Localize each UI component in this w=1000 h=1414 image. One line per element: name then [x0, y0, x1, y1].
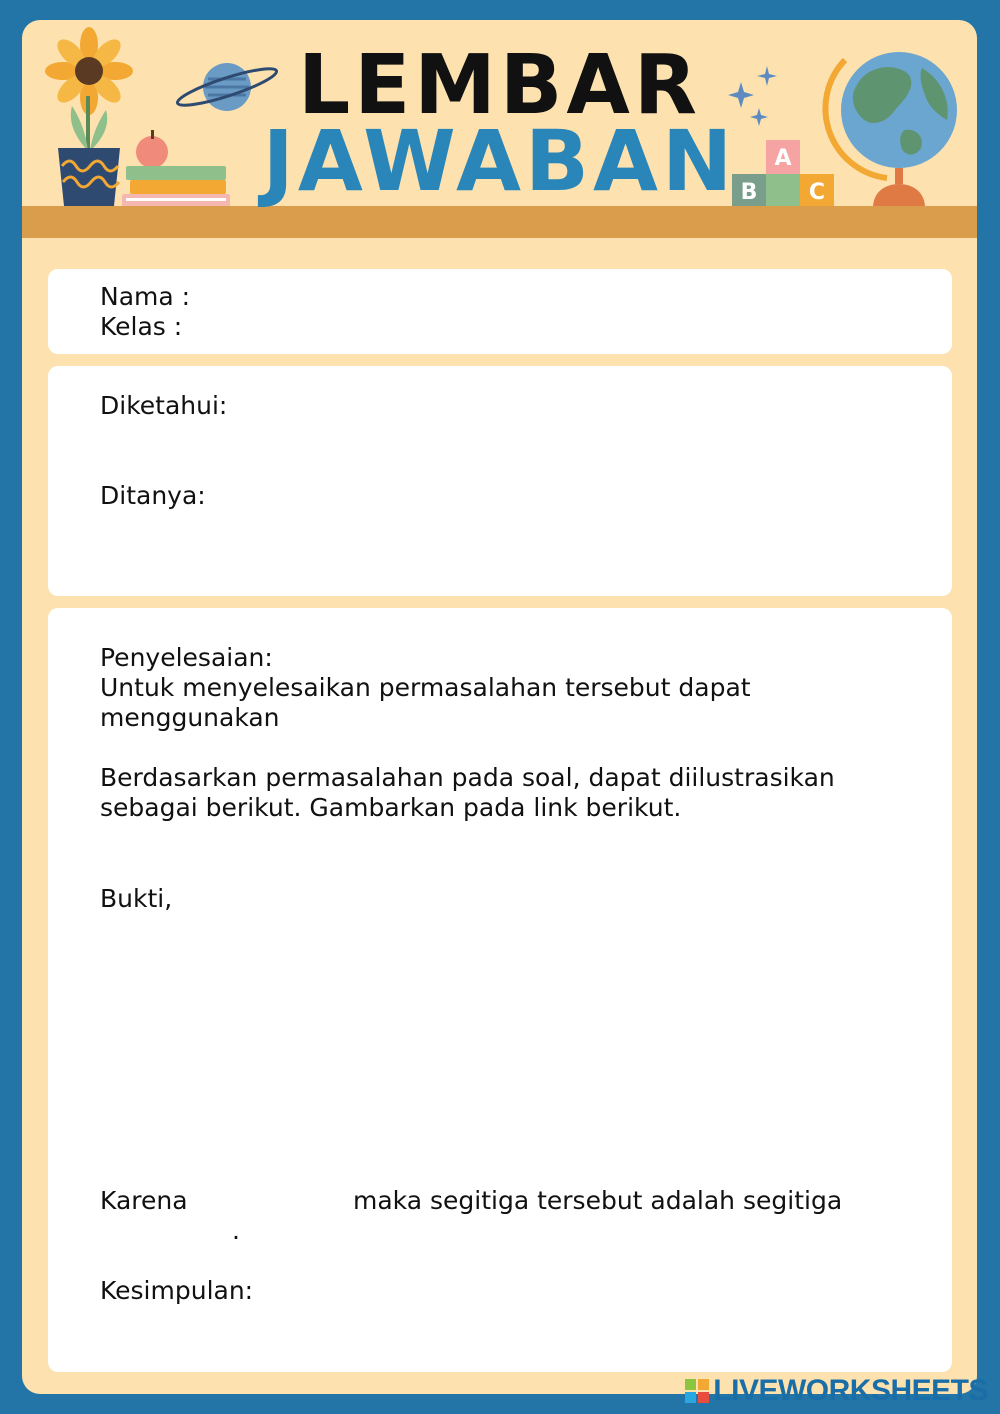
- because-end: .: [232, 1216, 240, 1245]
- asked-label: Ditanya:: [100, 481, 206, 510]
- liveworksheets-logo-icon: [685, 1379, 709, 1403]
- proof-label: Bukti,: [100, 884, 173, 913]
- solution-label: Penyelesaian:: [100, 643, 273, 672]
- name-label: Nama :: [100, 282, 191, 311]
- header-shelf: [22, 206, 977, 238]
- illustration-line1: Berdasarkan permasalahan pada soal, dapat diilustrasikan: [100, 763, 835, 792]
- worksheet-sheet: [22, 20, 977, 1394]
- because-word: Karena: [100, 1186, 188, 1215]
- title-jawaban: JAWABAN: [262, 112, 737, 210]
- block-b-label: B: [740, 180, 758, 205]
- block-a-label: A: [774, 146, 792, 171]
- solution-intro-line2: menggunakan: [100, 703, 280, 732]
- because-rest: maka segitiga tersebut adalah segitiga: [353, 1186, 843, 1215]
- identity-card: [48, 269, 952, 354]
- watermark-text: LIVEWORKSHEETS: [713, 1374, 988, 1407]
- solution-card: [48, 608, 952, 1372]
- solution-intro-line1: Untuk menyelesaikan permasalahan tersebut dapat: [100, 673, 751, 702]
- problem-card: [48, 366, 952, 596]
- block-c-label: C: [808, 180, 826, 205]
- title-lembar: LEMBAR: [298, 38, 701, 133]
- conclusion-label: Kesimpulan:: [100, 1276, 254, 1305]
- illustration-line2: sebagai berikut. Gambarkan pada link berikut.: [100, 793, 682, 822]
- class-label: Kelas :: [100, 312, 183, 341]
- liveworksheets-watermark: [685, 1374, 988, 1408]
- known-label: Diketahui:: [100, 391, 228, 420]
